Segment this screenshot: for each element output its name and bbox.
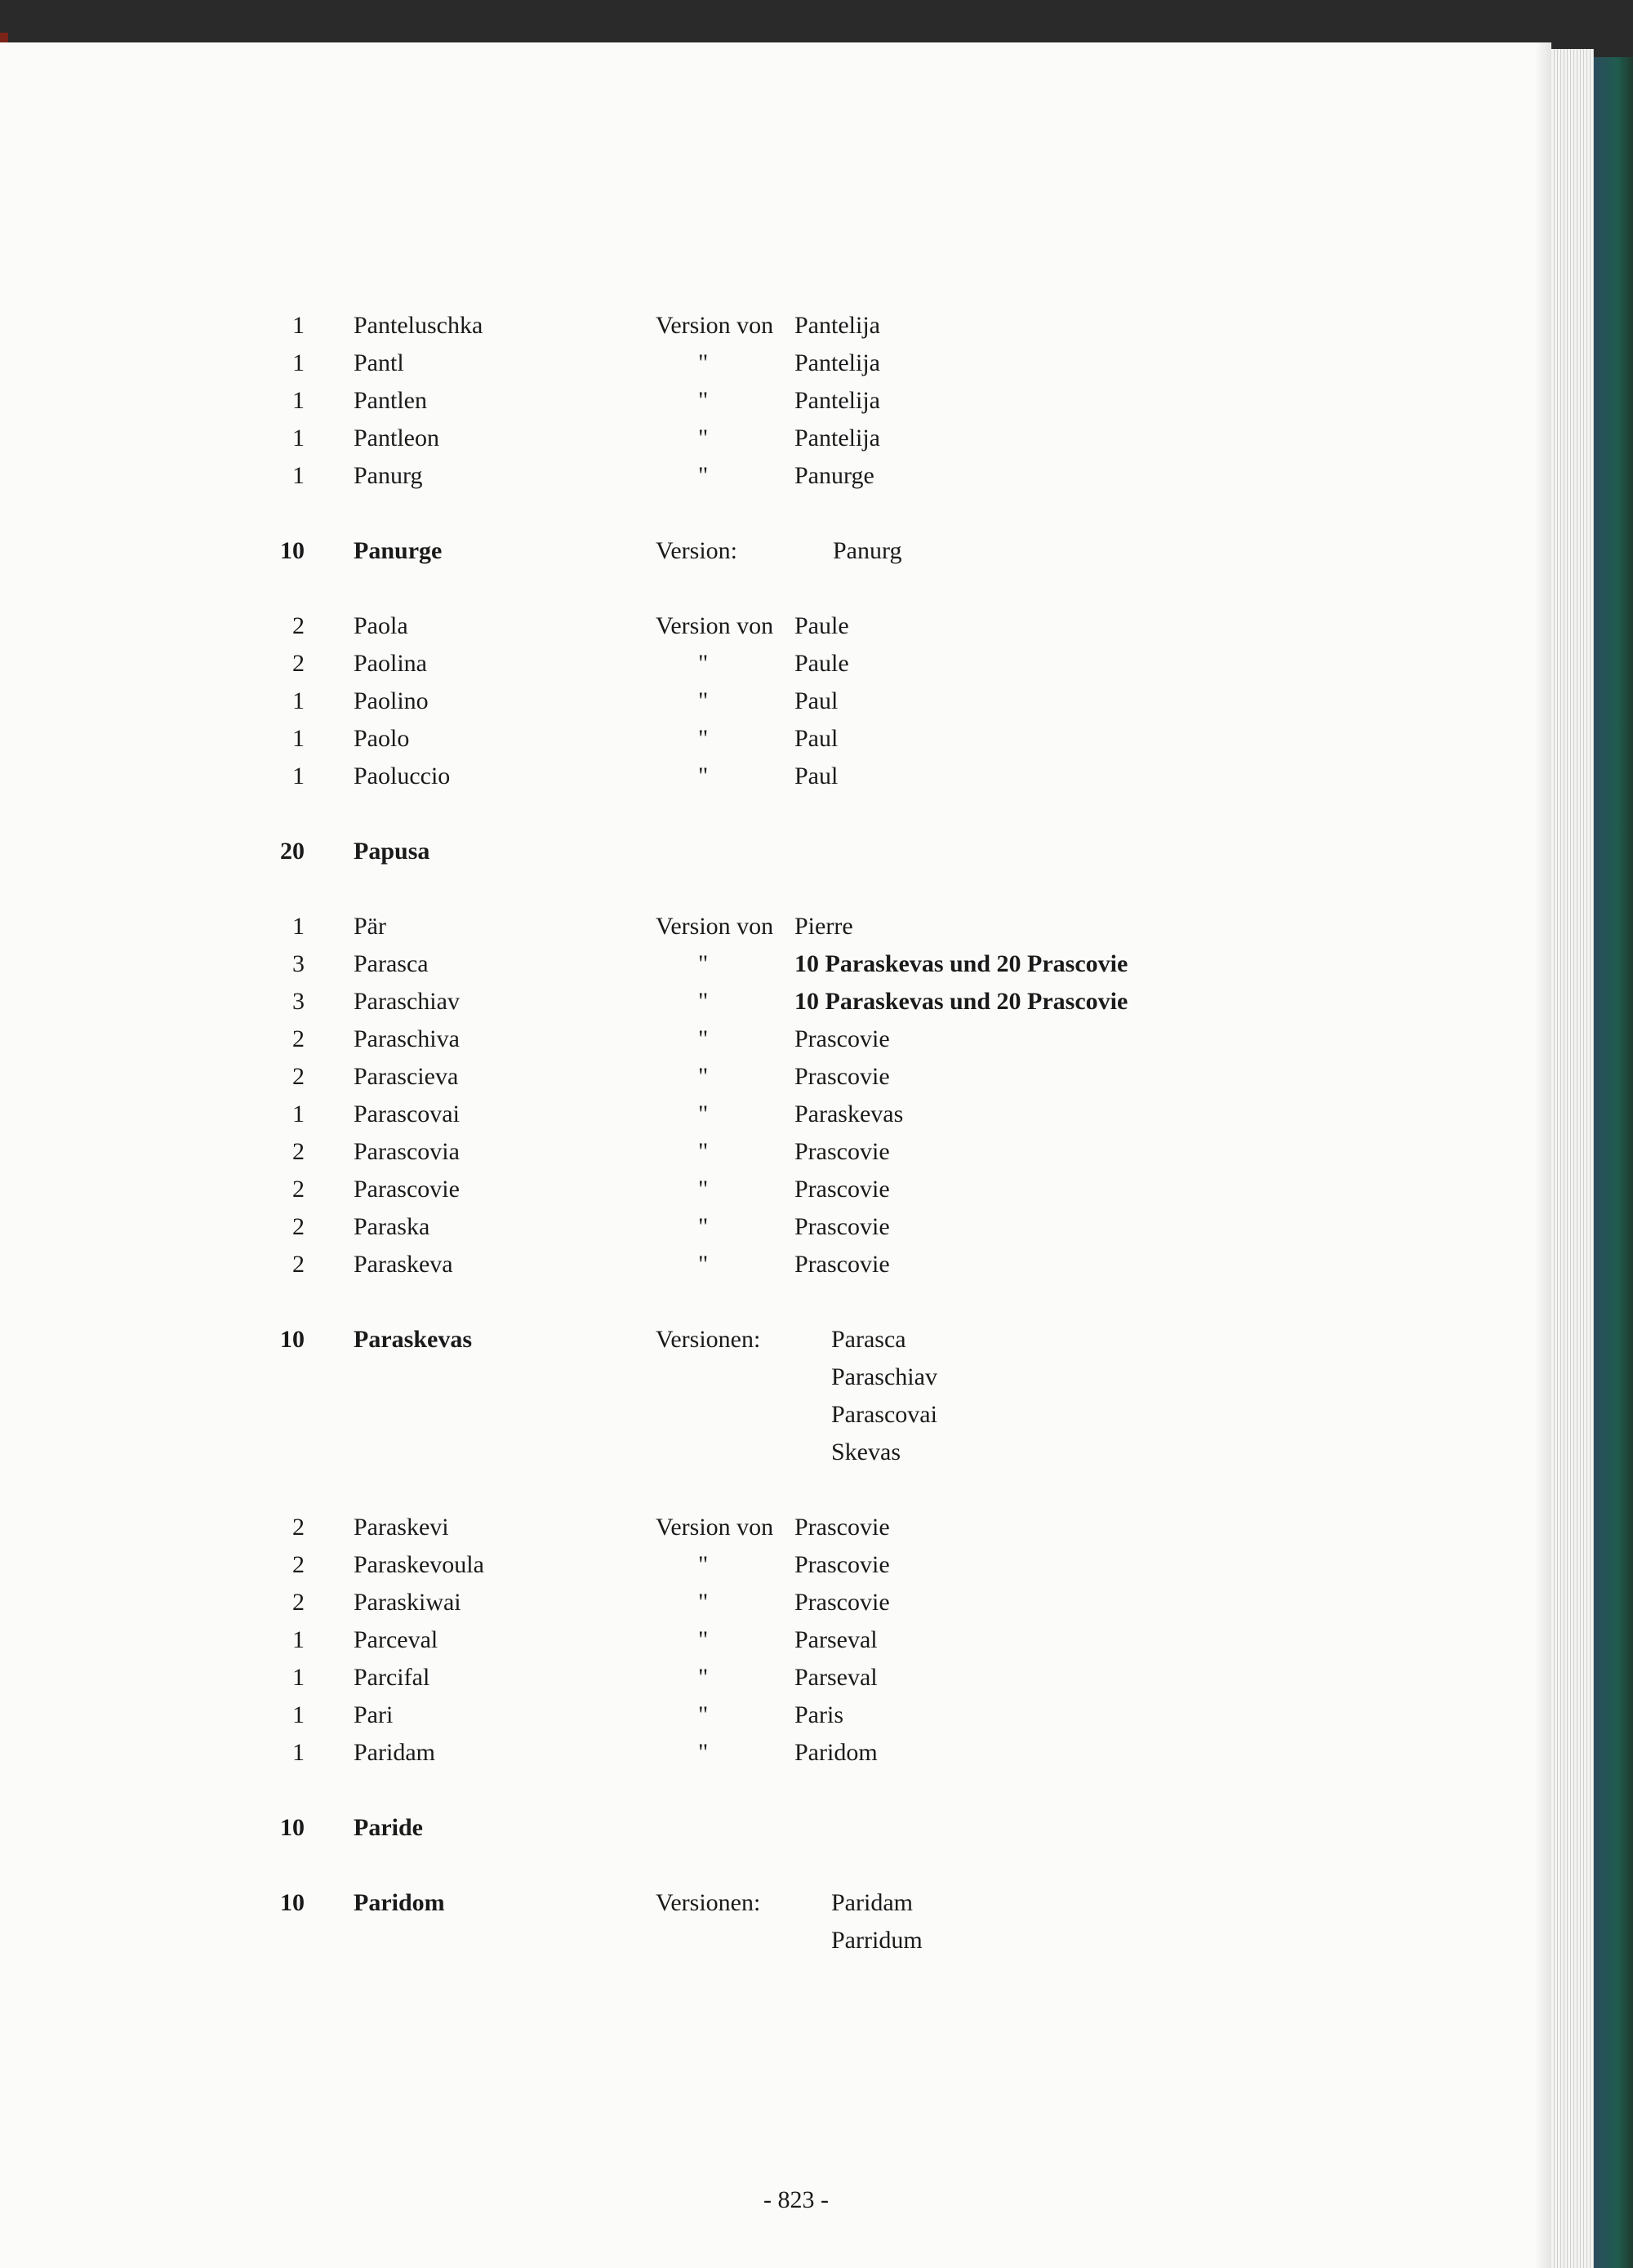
entry-version-prefix: Version von	[656, 612, 774, 639]
index-entry	[0, 420, 1551, 457]
ditto-mark: "	[698, 425, 709, 451]
ditto-mark: "	[698, 1251, 709, 1278]
entry-version-target: Pantelija	[794, 312, 880, 339]
index-entry	[0, 983, 1551, 1021]
ditto-mark: "	[698, 462, 709, 489]
index-entry	[0, 1096, 1551, 1133]
entry-count: 1	[292, 312, 305, 339]
entry-version-target: Prascovie	[794, 1176, 890, 1203]
entry-name: Pantleon	[354, 425, 439, 451]
entry-name: Paolina	[354, 650, 427, 677]
entry-count: 1	[292, 462, 305, 489]
entry-version-target: Prascovie	[794, 1589, 890, 1616]
ditto-mark: "	[698, 1701, 709, 1728]
index-entry	[0, 382, 1551, 420]
entry-version-list-item: Paridam	[831, 1889, 913, 1916]
entry-name: Paridom	[354, 1889, 445, 1916]
ditto-mark: "	[698, 763, 709, 789]
entry-version-target: Panurge	[794, 462, 874, 489]
entry-version-list-item: Paraschiav	[831, 1363, 937, 1390]
index-entry	[0, 908, 1551, 945]
entry-version-prefix: Versionen:	[656, 1326, 761, 1353]
entry-version-target: Panurg	[833, 537, 902, 564]
entry-name: Parascovai	[354, 1101, 460, 1127]
entry-count: 20	[280, 838, 305, 865]
index-entry	[0, 1546, 1551, 1584]
entry-count: 1	[292, 387, 305, 414]
index-entry	[0, 833, 1551, 870]
entry-version-target: Paul	[794, 763, 839, 789]
ditto-mark: "	[698, 1551, 709, 1578]
ditto-mark: "	[698, 1213, 709, 1240]
entry-version-target: Parseval	[794, 1664, 878, 1691]
entry-version-target: Paris	[794, 1701, 843, 1728]
entry-name: Parasca	[354, 950, 429, 977]
entry-name: Paraschiav	[354, 988, 460, 1015]
entry-version-target: Pantelija	[794, 349, 880, 376]
entry-name: Paola	[354, 612, 408, 639]
entry-name: Paoluccio	[354, 763, 451, 789]
entry-version-list-item: Parridum	[831, 1927, 923, 1954]
index-entry	[0, 720, 1551, 758]
entry-version-target: Pantelija	[794, 425, 880, 451]
index-entry	[0, 1659, 1551, 1697]
entry-count: 2	[292, 1589, 305, 1616]
index-entry	[0, 1133, 1551, 1171]
entry-name: Parascovia	[354, 1138, 460, 1165]
entry-version-target: Paule	[794, 612, 849, 639]
entry-count: 1	[292, 913, 305, 940]
entry-name: Paraskiwai	[354, 1589, 461, 1616]
page-number: - 823 -	[763, 2186, 829, 2213]
entry-count: 2	[292, 1251, 305, 1278]
entry-count: 10	[280, 1814, 305, 1841]
entry-count: 10	[280, 1889, 305, 1916]
entry-version-target: Prascovie	[794, 1551, 890, 1578]
entry-version-list-item: Skevas	[831, 1439, 901, 1465]
entry-version-target: Paul	[794, 687, 839, 714]
entry-count: 3	[292, 988, 305, 1015]
entry-count: 1	[292, 1101, 305, 1127]
entry-version-prefix: Version von	[656, 312, 774, 339]
ditto-mark: "	[698, 1063, 709, 1090]
ditto-mark: "	[698, 950, 709, 977]
entry-count: 1	[292, 1701, 305, 1728]
entry-count: 2	[292, 1176, 305, 1203]
entry-count: 1	[292, 1626, 305, 1653]
entry-count: 2	[292, 650, 305, 677]
book-cover-edge	[1594, 57, 1633, 2268]
entry-version-target: Pierre	[794, 913, 853, 940]
entry-count: 1	[292, 763, 305, 789]
entry-name: Pantl	[354, 349, 404, 376]
index-entry	[0, 1697, 1551, 1734]
entry-name: Pär	[354, 913, 386, 940]
entry-name: Paraskevas	[354, 1326, 472, 1353]
index-entry	[0, 1171, 1551, 1208]
entry-version-target: Prascovie	[794, 1213, 890, 1240]
entry-version-prefix: Version:	[656, 537, 737, 564]
ditto-mark: "	[698, 1626, 709, 1653]
index-entry	[0, 307, 1551, 345]
entry-version-prefix: Versionen:	[656, 1889, 761, 1916]
index-entry	[0, 457, 1551, 495]
ditto-mark: "	[698, 1025, 709, 1052]
entry-version-target: 10 Paraskevas und 20 Prascovie	[794, 950, 1128, 977]
entry-name: Paridam	[354, 1739, 435, 1766]
ditto-mark: "	[698, 1664, 709, 1691]
entry-name: Paraskeva	[354, 1251, 453, 1278]
ditto-mark: "	[698, 387, 709, 414]
index-entry	[0, 1208, 1551, 1246]
ditto-mark: "	[698, 687, 709, 714]
index-entry	[0, 758, 1551, 795]
index-entry	[0, 683, 1551, 720]
index-entry	[0, 945, 1551, 983]
entry-version-list-item: Parascovai	[831, 1401, 937, 1428]
entry-name: Paraskevi	[354, 1514, 449, 1541]
index-entry	[0, 1058, 1551, 1096]
entry-count: 10	[280, 537, 305, 564]
entry-name: Paraschiva	[354, 1025, 460, 1052]
entry-version-target: Prascovie	[794, 1063, 890, 1090]
index-entry	[0, 345, 1551, 382]
index-entry	[0, 1884, 1551, 1922]
entry-version-prefix: Version von	[656, 913, 774, 940]
page-stack-edges	[1551, 49, 1594, 2268]
ditto-mark: "	[698, 1138, 709, 1165]
entry-name: Pari	[354, 1701, 394, 1728]
ditto-mark: "	[698, 988, 709, 1015]
entry-name: Parcifal	[354, 1664, 430, 1691]
entry-count: 2	[292, 1138, 305, 1165]
entry-name: Panurg	[354, 462, 423, 489]
entry-version-target: Paridom	[794, 1739, 878, 1766]
entry-count: 2	[292, 1213, 305, 1240]
index-entry	[0, 607, 1551, 645]
entry-count: 2	[292, 1551, 305, 1578]
entry-version-target: Prascovie	[794, 1138, 890, 1165]
entry-count: 1	[292, 1739, 305, 1766]
entry-version-target: Paraskevas	[794, 1101, 904, 1127]
ditto-mark: "	[698, 1176, 709, 1203]
index-entry	[0, 1321, 1551, 1359]
ditto-mark: "	[698, 1101, 709, 1127]
entry-name: Paolino	[354, 687, 429, 714]
entry-version-list-item: Parasca	[831, 1326, 906, 1353]
index-entry	[0, 1509, 1551, 1546]
entry-version-prefix: Version von	[656, 1514, 774, 1541]
entry-count: 1	[292, 687, 305, 714]
entry-count: 2	[292, 1514, 305, 1541]
entry-name: Panteluschka	[354, 312, 483, 339]
entry-version-target: 10 Paraskevas und 20 Prascovie	[794, 988, 1128, 1015]
index-entry	[0, 1621, 1551, 1659]
index-entry	[0, 1021, 1551, 1058]
ditto-mark: "	[698, 725, 709, 752]
entry-name: Paolo	[354, 725, 410, 752]
entry-count: 2	[292, 1025, 305, 1052]
entry-version-target: Prascovie	[794, 1251, 890, 1278]
entry-name: Parascovie	[354, 1176, 460, 1203]
entry-version-target: Pantelija	[794, 387, 880, 414]
ditto-mark: "	[698, 1589, 709, 1616]
entry-name: Paraska	[354, 1213, 430, 1240]
entry-name: Papusa	[354, 838, 430, 865]
entry-version-target: Prascovie	[794, 1025, 890, 1052]
entry-name: Paride	[354, 1814, 423, 1841]
entry-name: Paraskevoula	[354, 1551, 484, 1578]
entry-count: 3	[292, 950, 305, 977]
entry-version-target: Paul	[794, 725, 839, 752]
entry-count: 1	[292, 725, 305, 752]
entry-count: 1	[292, 349, 305, 376]
ditto-mark: "	[698, 349, 709, 376]
ditto-mark: "	[698, 650, 709, 677]
entry-name: Parceval	[354, 1626, 438, 1653]
index-entry	[0, 1809, 1551, 1847]
entry-version-target: Parseval	[794, 1626, 878, 1653]
entry-count: 2	[292, 1063, 305, 1090]
entry-name: Panurge	[354, 537, 443, 564]
ditto-mark: "	[698, 1739, 709, 1766]
entry-version-target: Prascovie	[794, 1514, 890, 1541]
entry-count: 1	[292, 1664, 305, 1691]
index-entry	[0, 1246, 1551, 1283]
index-entry	[0, 1584, 1551, 1621]
index-entry	[0, 645, 1551, 683]
entry-count: 1	[292, 425, 305, 451]
index-entry	[0, 1734, 1551, 1772]
entry-count: 2	[292, 612, 305, 639]
entry-name: Parascieva	[354, 1063, 459, 1090]
entry-version-target: Paule	[794, 650, 849, 677]
entry-name: Pantlen	[354, 387, 427, 414]
entry-count: 10	[280, 1326, 305, 1353]
index-entry	[0, 532, 1551, 570]
